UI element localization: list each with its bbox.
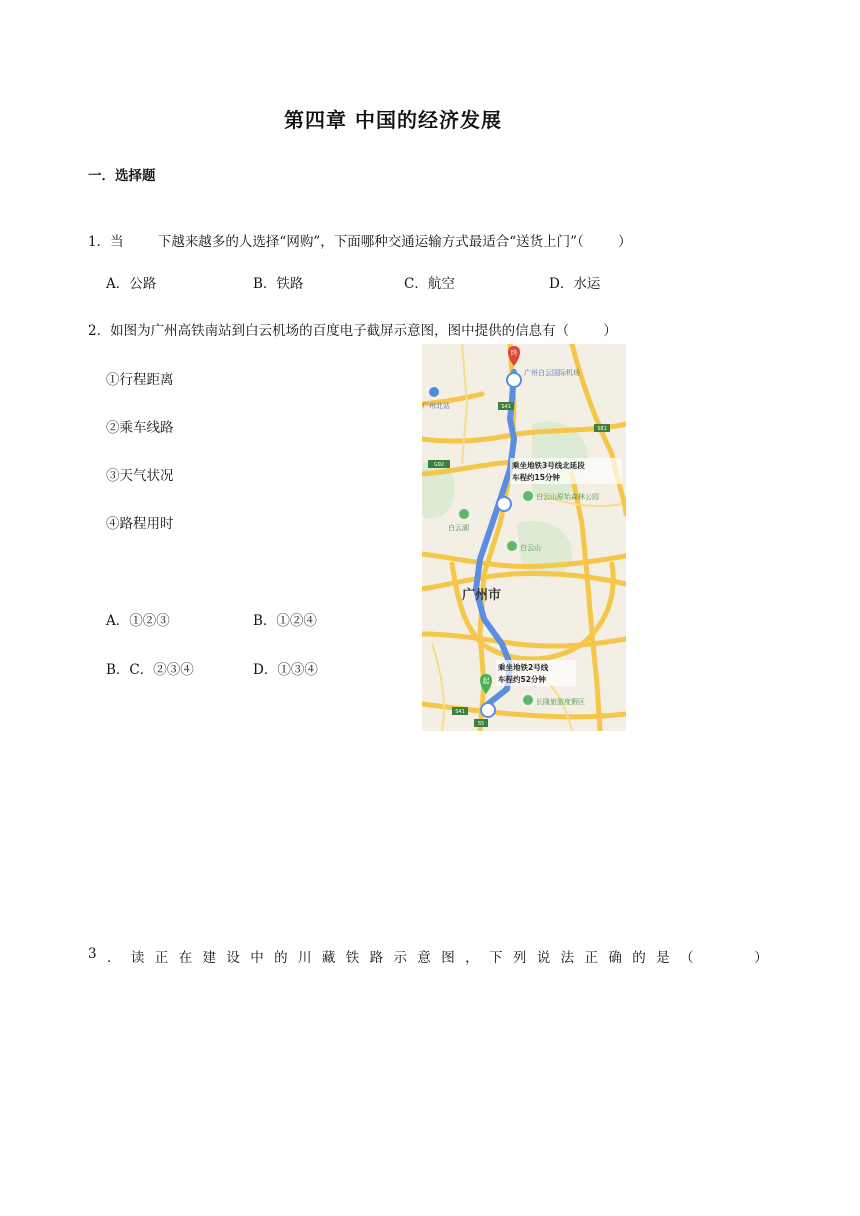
bus-icon	[507, 373, 521, 387]
q3-char: 正	[154, 950, 169, 966]
svg-text:S41: S41	[501, 404, 511, 410]
end-marker-label: 终	[510, 349, 518, 357]
route2-label-line1: 乘坐地铁2号线	[498, 663, 549, 672]
q3-char: 图	[441, 950, 455, 966]
q3-char: ，	[465, 950, 479, 966]
q3-char: 列	[512, 950, 527, 966]
park-icon	[523, 491, 533, 501]
route1-label-line1: 乘坐地铁3号线北延段	[512, 461, 585, 470]
q3-char: ．	[106, 950, 121, 966]
question-3-stem	[88, 946, 768, 966]
q3-char: 下	[488, 950, 503, 966]
q2-item-4: ④路程用时	[106, 516, 174, 532]
lake-icon	[459, 509, 469, 519]
q3-char: 读	[130, 950, 145, 966]
q3-char: 3	[88, 946, 97, 962]
q3-char: 的	[274, 950, 288, 966]
q2-item-2: ②乘车线路	[106, 420, 174, 436]
q3-char: ）	[754, 950, 768, 966]
city-label: 广州市	[462, 588, 502, 603]
mountain-icon	[507, 541, 517, 551]
question-1-stem: 1．当 下越来越多的人选择“网购”，下面哪种交通运输方式最适合“送货上门”（ ）	[88, 234, 632, 250]
q1-option-c: C．航空	[404, 276, 455, 292]
q1-option-a: A．公路	[106, 276, 157, 292]
mountain-label: 白云山	[520, 544, 541, 552]
route-map	[422, 344, 626, 731]
bus-icon	[497, 497, 511, 511]
north-station-label: 广州北站	[422, 402, 450, 410]
q3-char: 说	[536, 950, 551, 966]
q3-char: 正	[584, 950, 598, 966]
bus-icon	[481, 703, 495, 717]
q3-char: 法	[560, 950, 575, 966]
resort-icon	[523, 695, 533, 705]
svg-text:S81: S81	[597, 426, 607, 432]
lake-label: 白云湖	[448, 524, 469, 532]
page-title: 第四章 中国的经济发展	[284, 108, 502, 132]
svg-text:S41: S41	[455, 709, 465, 715]
q2-option-d: D．①③④	[253, 662, 318, 678]
q3-char: 铁	[345, 950, 360, 966]
airport-label: 广州白云国际机场	[524, 369, 580, 377]
question-2-stem: 2．如图为广州高铁南站到白云机场的百度电子截屏示意图，图中提供的信息有（ ）	[88, 323, 617, 339]
q3-char: 中	[250, 950, 264, 966]
q3-char: 建	[202, 950, 216, 966]
q3-char: 在	[178, 950, 193, 966]
q2-option-a: A．①②③	[106, 613, 170, 629]
q3-char: 的	[632, 950, 646, 966]
q1-option-d: D．水运	[549, 276, 601, 292]
svg-text:G92: G92	[433, 462, 445, 468]
route1-label-line2: 车程约15分钟	[512, 473, 560, 482]
q2-item-3: ③天气状况	[106, 468, 174, 484]
route2-label-line2: 车程约52分钟	[498, 675, 546, 684]
q2-option-b: B．①②④	[253, 613, 317, 629]
section-heading: 一．选择题	[88, 168, 156, 184]
start-marker-label: 起	[482, 677, 490, 685]
park-label: 白云山原始森林公园	[536, 493, 599, 501]
q2-item-1: ①行程距离	[106, 372, 174, 388]
q3-char: 是	[656, 950, 670, 966]
svg-text:S5: S5	[477, 721, 485, 727]
station-icon	[429, 387, 439, 397]
q3-char	[704, 946, 744, 966]
q3-char: 设	[226, 950, 240, 966]
q3-char: 川	[297, 950, 312, 966]
q3-char: 路	[369, 950, 384, 966]
q3-char: （	[679, 950, 694, 966]
q2-option-c: B．C．②③④	[106, 662, 194, 678]
resort-label: 长隆旅游度假区	[536, 698, 585, 706]
q3-char: 确	[608, 950, 622, 966]
q3-char: 藏	[321, 950, 336, 966]
q3-char: 示	[393, 950, 407, 966]
q1-option-b: B．铁路	[253, 276, 304, 292]
q3-char: 意	[417, 950, 431, 966]
